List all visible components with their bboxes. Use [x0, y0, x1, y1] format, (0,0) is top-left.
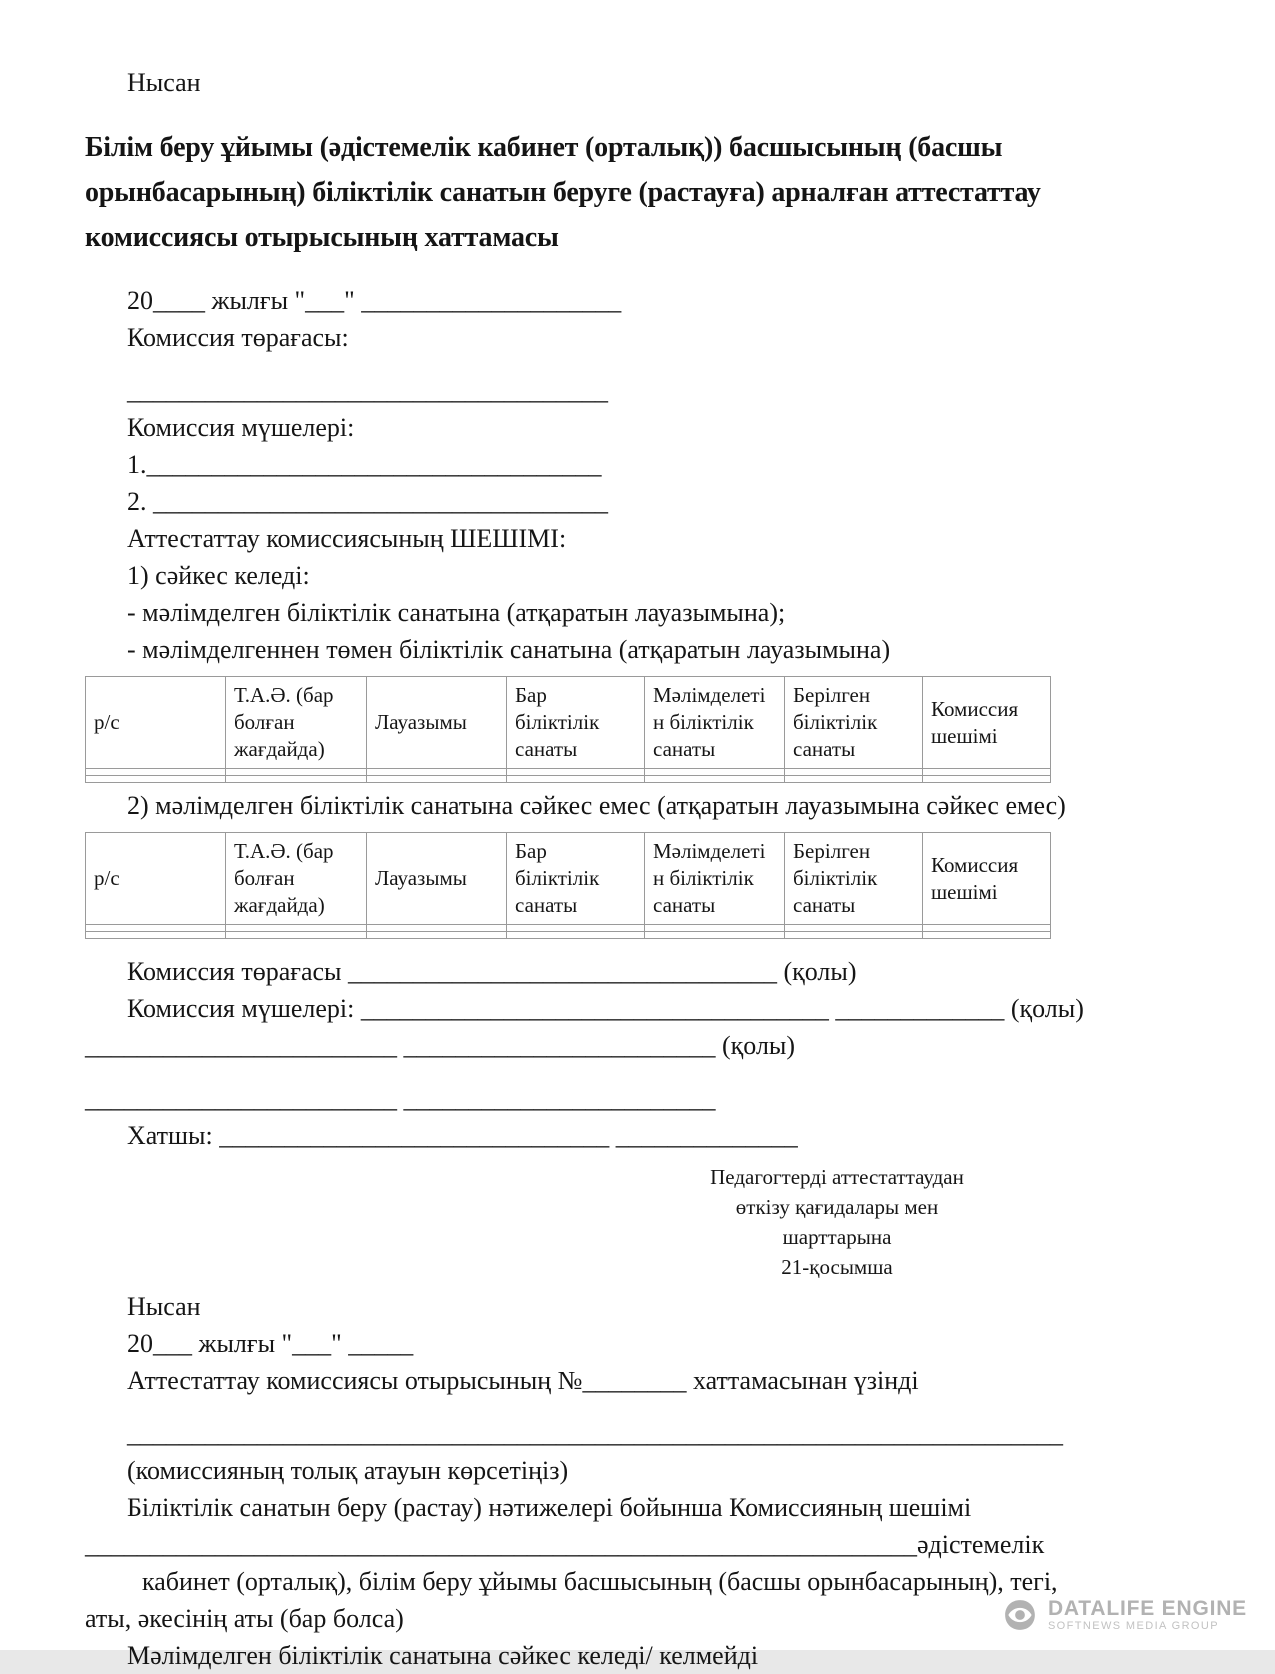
commission-members-label: Комиссия мүшелері: [127, 413, 355, 442]
cabinet-line-2: аты, әкесінің аты (бар болса) [85, 1604, 404, 1633]
decision-sub-item-2: - мәлімделгеннен төмен біліктілік санатына (атқаратын лауазымына) [127, 635, 891, 664]
col-header-name: Т.А.Ә. (бар болған жағдайда) [226, 833, 367, 925]
member-line-1: 1.___________________________________ [127, 450, 602, 479]
form-label: Нысан [127, 1292, 201, 1321]
attestation-table-1 [85, 676, 1051, 783]
signature-line-4: ________________________ ________________________ [85, 1084, 716, 1113]
result-decision-line: Біліктілік санатын беру (растау) нәтижелері бойынша Комиссияның шешімі [127, 1493, 972, 1522]
commission-chair-label: Комиссия төрағасы: [127, 323, 349, 352]
commission-name-hint: (комиссияның толық атауын көрсетіңіз) [127, 1456, 569, 1485]
appendix-number: 21-қосымша [781, 1255, 893, 1279]
col-header-current-category: Бар біліктілік санаты [507, 677, 645, 769]
table-empty-row [86, 776, 1051, 783]
decision-heading: Аттестаттау комиссиясының ШЕШІМІ: [127, 524, 567, 553]
col-header-position: Лауазымы [367, 833, 507, 925]
col-header-position: Лауазымы [367, 677, 507, 769]
col-header-current-category: Бар біліктілік санаты [507, 833, 645, 925]
date-line: 20____ жылғы "___" ____________________ [127, 286, 622, 315]
watermark-title: DATALIFE ENGINE [1047, 1596, 1247, 1620]
protocol-extract-line: Аттестаттау комиссиясы отырысының №________ хаттамасынан үзінді [127, 1366, 919, 1395]
col-header-declared-category: Мәлімделетін біліктілік санаты [645, 677, 785, 769]
appendix-note [667, 1162, 1007, 1282]
col-header-name: Т.А.Ә. (бар болған жағдайда) [226, 677, 367, 769]
col-header-num: р/с [86, 677, 226, 769]
cabinet-line-1: кабинет (орталық), білім беру ұйымы басшысының (басшы орынбасарының), тегі, [142, 1567, 1058, 1596]
attestation-table-2 [85, 832, 1051, 939]
member-line-2: 2. ___________________________________ [127, 487, 608, 516]
decision-item-1: 1) сәйкес келеді: [127, 561, 310, 590]
signature-block [85, 953, 1155, 1154]
col-header-commission-decision: Комиссия шешімі [923, 677, 1051, 769]
secretary-line: Хатшы: ______________________________ ______________ [127, 1121, 798, 1150]
table-empty-row [86, 925, 1051, 932]
col-header-num: р/с [86, 833, 226, 925]
table-header-row [86, 833, 1051, 925]
table-empty-row [86, 769, 1051, 776]
signature-chair-line: Комиссия төрағасы _________________________________ (қолы) [127, 957, 857, 986]
blank-line-with-word: ________________________________________________________________әдістемелік [85, 1530, 1045, 1559]
appendix-note-line: шарттарына [782, 1225, 892, 1249]
datalife-engine-watermark [1001, 1596, 1247, 1634]
chair-blank-line: _____________________________________ [127, 376, 608, 405]
col-header-declared-category: Мәлімделетін біліктілік санаты [645, 833, 785, 925]
form-label: Нысан [127, 68, 201, 97]
signature-line-3: ________________________ ________________________ (қолы) [85, 1031, 796, 1060]
final-compliance-line: Мәлімделген біліктілік санатына сәйкес келеді/ келмейді [127, 1641, 759, 1670]
decision-sub-item-1: - мәлімделген біліктілік санатына (атқаратын лауазымына); [127, 598, 786, 627]
col-header-given-category: Берілген біліктілік санаты [785, 833, 923, 925]
appendix-note-line: өткізу қағидалары мен [735, 1195, 939, 1219]
document-title: Білім беру ұйымы (әдістемелік кабинет (орталық)) басшысының (басшы орынбасарының) біліктілік санатын беруге (растауға) арналған аттестаттау комиссиясы отырысының хаттамасы [85, 132, 1041, 253]
table-header-row [86, 677, 1051, 769]
col-header-commission-decision: Комиссия шешімі [923, 833, 1051, 925]
table-empty-row [86, 932, 1051, 939]
watermark-text [1048, 1598, 1247, 1633]
appendix-note-line: Педагогтерді аттестаттаудан [710, 1165, 964, 1189]
col-header-given-category: Берілген біліктілік санаты [785, 677, 923, 769]
blank-line-long: ________________________________________________________________________ [127, 1419, 1063, 1448]
watermark-subtitle: SOFTNEWS MEDIA GROUP [1047, 1619, 1219, 1632]
datalife-eye-icon [1001, 1596, 1039, 1634]
date-line: 20___ жылғы "___" _____ [127, 1329, 414, 1358]
decision-item-2: 2) мәлімделген біліктілік санатына сәйкес емес (атқаратын лауазымына сәйкес емес) [127, 791, 1066, 820]
signature-members-line: Комиссия мүшелері: ____________________________________ _____________ (қолы) [127, 994, 1084, 1023]
